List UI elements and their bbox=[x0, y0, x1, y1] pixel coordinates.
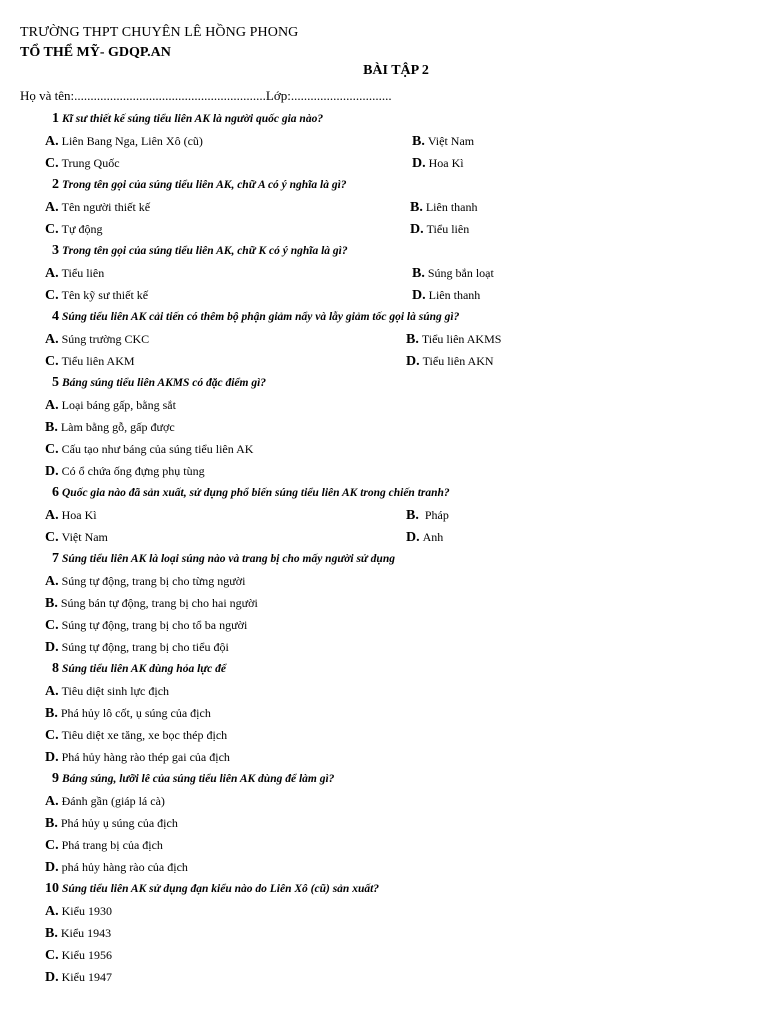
options-row bbox=[0, 614, 768, 636]
answer-option bbox=[412, 152, 464, 175]
option-text: Tiêu diệt xe tăng, xe bọc thép địch bbox=[61, 728, 228, 742]
question-3 bbox=[0, 240, 768, 262]
question-number: 8 bbox=[52, 661, 59, 676]
options-row bbox=[0, 152, 768, 174]
option-letter: D. bbox=[410, 222, 424, 237]
question-text: Trong tên gọi của súng tiểu liên AK, chữ K có ý nghĩa là gì? bbox=[62, 245, 348, 257]
option-letter: B. bbox=[45, 596, 58, 611]
options-row bbox=[0, 592, 768, 614]
answer-option bbox=[45, 328, 149, 351]
option-letter: B. bbox=[406, 332, 419, 347]
answer-option bbox=[45, 944, 112, 967]
option-letter: A. bbox=[45, 134, 59, 149]
answer-option bbox=[45, 922, 111, 945]
question-text: Súng tiểu liên AK là loại súng nào và trang bị cho mấy người sử dụng bbox=[62, 553, 395, 565]
options-row bbox=[0, 218, 768, 240]
option-letter: B. bbox=[45, 926, 58, 941]
option-text: Tiêu diệt sinh lực địch bbox=[61, 684, 170, 698]
option-text: Tiểu liên bbox=[426, 222, 470, 236]
question-7 bbox=[0, 548, 768, 570]
answer-option bbox=[412, 284, 480, 307]
question-6 bbox=[0, 482, 768, 504]
options-row bbox=[0, 130, 768, 152]
option-text: Phá hủy hàng rào thép gai của địch bbox=[61, 750, 230, 764]
option-text: Cấu tạo như báng của súng tiểu liên AK bbox=[61, 442, 254, 456]
option-letter: C. bbox=[45, 948, 59, 963]
question-text: Báng súng tiểu liên AKMS có đặc điểm gì? bbox=[62, 377, 267, 389]
options-row bbox=[0, 284, 768, 306]
answer-option bbox=[45, 680, 169, 703]
option-text: Phá trang bị của địch bbox=[61, 838, 163, 852]
options-row bbox=[0, 570, 768, 592]
school-name: TRƯỜNG THPT CHUYÊN LÊ HỒNG PHONG bbox=[20, 25, 299, 40]
answer-option bbox=[45, 614, 247, 637]
option-letter: B. bbox=[45, 420, 58, 435]
option-letter: B. bbox=[412, 266, 425, 281]
option-text: Kiểu 1930 bbox=[61, 904, 112, 918]
option-text: Anh bbox=[422, 530, 444, 544]
option-text: Liên thanh bbox=[425, 200, 478, 214]
option-letter: C. bbox=[45, 618, 59, 633]
option-text: Tiểu liên AKN bbox=[422, 354, 494, 368]
option-letter: C. bbox=[45, 728, 59, 743]
answer-option bbox=[45, 350, 135, 373]
question-text: Trong tên gọi của súng tiểu liên AK, chữ A có ý nghĩa là gì? bbox=[62, 179, 347, 191]
answer-option bbox=[45, 526, 108, 549]
options-row bbox=[0, 438, 768, 460]
answer-option bbox=[45, 900, 112, 923]
option-letter: B. bbox=[412, 134, 425, 149]
question-number: 6 bbox=[52, 485, 59, 500]
options-row bbox=[0, 856, 768, 878]
option-letter: C. bbox=[45, 354, 59, 369]
answer-option bbox=[45, 570, 245, 593]
option-text: Hoa Kì bbox=[61, 508, 97, 522]
answer-option bbox=[406, 504, 449, 527]
options-row bbox=[0, 196, 768, 218]
answer-option bbox=[45, 438, 253, 461]
options-row bbox=[0, 966, 768, 988]
option-text: Hoa Kì bbox=[428, 156, 464, 170]
options-row bbox=[0, 702, 768, 724]
option-letter: D. bbox=[406, 530, 420, 545]
option-text: Có ổ chứa ống đựng phụ tùng bbox=[61, 464, 205, 478]
options-row bbox=[0, 922, 768, 944]
option-letter: A. bbox=[45, 332, 59, 347]
options-row bbox=[0, 350, 768, 372]
options-row bbox=[0, 416, 768, 438]
answer-option bbox=[45, 702, 211, 725]
answer-option bbox=[410, 196, 478, 219]
option-letter: A. bbox=[45, 266, 59, 281]
option-letter: D. bbox=[45, 860, 59, 875]
option-text: Làm bằng gỗ, gấp được bbox=[60, 420, 175, 434]
answer-option bbox=[45, 504, 97, 527]
answer-option bbox=[45, 746, 230, 769]
question-2 bbox=[0, 174, 768, 196]
question-number: 3 bbox=[52, 243, 59, 258]
question-4 bbox=[0, 306, 768, 328]
option-text: Phá hủy lô cốt, ụ súng của địch bbox=[60, 706, 211, 720]
option-text: Tên kỹ sư thiết kế bbox=[61, 288, 149, 302]
answer-option bbox=[406, 328, 501, 351]
question-text: Súng tiểu liên AK sử dụng đạn kiểu nào do Liên Xô (cũ) sản xuất? bbox=[62, 883, 380, 895]
option-letter: B. bbox=[45, 706, 58, 721]
question-number: 9 bbox=[52, 771, 59, 786]
question-text: Quốc gia nào đã sản xuất, sử dụng phổ biến súng tiểu liên AK trong chiến tranh? bbox=[62, 487, 450, 499]
answer-option bbox=[45, 416, 175, 439]
option-letter: D. bbox=[412, 288, 426, 303]
answer-option bbox=[45, 724, 227, 747]
question-number: 2 bbox=[52, 177, 59, 192]
question-8 bbox=[0, 658, 768, 680]
answer-option bbox=[45, 152, 120, 175]
answer-option bbox=[45, 812, 178, 835]
option-text: Súng tự động, trang bị cho từng người bbox=[61, 574, 246, 588]
options-row bbox=[0, 724, 768, 746]
question-list bbox=[0, 108, 768, 988]
answer-option bbox=[45, 966, 112, 989]
option-text: Kiểu 1956 bbox=[61, 948, 112, 962]
answer-option bbox=[45, 262, 104, 285]
option-letter: D. bbox=[45, 970, 59, 985]
question-1 bbox=[0, 108, 768, 130]
option-text: Liên Bang Nga, Liên Xô (cũ) bbox=[61, 134, 203, 148]
answer-option bbox=[45, 592, 258, 615]
option-text: Súng bán tự động, trang bị cho hai người bbox=[60, 596, 258, 610]
question-number: 10 bbox=[45, 881, 59, 896]
question-text: Súng tiểu liên AK cải tiến có thêm bộ phận giảm nẩy và lẫy giảm tốc gọi là súng gì? bbox=[62, 311, 460, 323]
option-text: Súng trường CKC bbox=[61, 332, 150, 346]
option-text: Kiểu 1943 bbox=[60, 926, 112, 940]
option-letter: A. bbox=[45, 904, 59, 919]
answer-option bbox=[406, 526, 443, 549]
option-letter: D. bbox=[45, 464, 59, 479]
option-letter: A. bbox=[45, 508, 59, 523]
option-letter: A. bbox=[45, 684, 59, 699]
options-row bbox=[0, 900, 768, 922]
option-text: Tiểu liên bbox=[61, 266, 105, 280]
options-row bbox=[0, 746, 768, 768]
option-letter: C. bbox=[45, 530, 59, 545]
option-text: Súng bắn loạt bbox=[427, 266, 494, 280]
options-row bbox=[0, 944, 768, 966]
option-letter: C. bbox=[45, 156, 59, 171]
option-text: Đánh gần (giáp lá cà) bbox=[61, 794, 165, 808]
question-10 bbox=[0, 878, 768, 900]
options-row bbox=[0, 460, 768, 482]
option-text: phá hủy hàng rào của địch bbox=[61, 860, 188, 874]
option-text: Tiểu liên AKMS bbox=[421, 332, 502, 346]
option-letter: C. bbox=[45, 838, 59, 853]
options-row bbox=[0, 262, 768, 284]
option-letter: B. bbox=[45, 816, 58, 831]
option-letter: C. bbox=[45, 222, 59, 237]
question-text: Kĩ sư thiết kế súng tiểu liên AK là người quốc gia nào? bbox=[62, 113, 324, 125]
answer-option bbox=[45, 196, 150, 219]
option-text: Tiểu liên AKM bbox=[61, 354, 135, 368]
answer-option bbox=[45, 284, 148, 307]
option-text: Súng tự động, trang bị cho tiểu đội bbox=[61, 640, 229, 654]
option-letter: B. bbox=[406, 508, 419, 523]
option-letter: A. bbox=[45, 794, 59, 809]
option-letter: B. bbox=[410, 200, 423, 215]
question-text: Báng súng, lưỡi lê của súng tiểu liên AK dùng để làm gì? bbox=[62, 773, 335, 785]
answer-option bbox=[45, 834, 163, 857]
option-text: Loại báng gấp, bằng sắt bbox=[61, 398, 176, 412]
options-row bbox=[0, 636, 768, 658]
answer-option bbox=[45, 394, 176, 417]
answer-option bbox=[412, 130, 474, 153]
answer-option bbox=[45, 460, 205, 483]
option-text: Trung Quốc bbox=[61, 156, 120, 170]
options-row bbox=[0, 834, 768, 856]
answer-option bbox=[45, 636, 229, 659]
options-row bbox=[0, 504, 768, 526]
option-text: Phá hủy ụ súng của địch bbox=[60, 816, 178, 830]
answer-option bbox=[412, 262, 494, 285]
option-letter: D. bbox=[45, 750, 59, 765]
option-text: Việt Nam bbox=[61, 530, 108, 544]
option-letter: A. bbox=[45, 574, 59, 589]
question-text: Súng tiểu liên AK dùng hỏa lực để bbox=[62, 663, 226, 675]
question-number: 4 bbox=[52, 309, 59, 324]
student-info-line: Họ và tên:...........................................................Lớp:............................... bbox=[20, 88, 392, 103]
option-text: Súng tự động, trang bị cho tổ ba người bbox=[61, 618, 248, 632]
option-letter: C. bbox=[45, 442, 59, 457]
option-letter: C. bbox=[45, 288, 59, 303]
options-row bbox=[0, 790, 768, 812]
option-text: Tự động bbox=[61, 222, 103, 236]
option-letter: D. bbox=[412, 156, 426, 171]
answer-option bbox=[45, 218, 102, 241]
option-letter: D. bbox=[406, 354, 420, 369]
answer-option bbox=[410, 218, 469, 241]
option-letter: A. bbox=[45, 200, 59, 215]
option-letter: D. bbox=[45, 640, 59, 655]
question-number: 5 bbox=[52, 375, 59, 390]
answer-option bbox=[45, 130, 203, 153]
options-row bbox=[0, 394, 768, 416]
options-row bbox=[0, 526, 768, 548]
question-5 bbox=[0, 372, 768, 394]
page-title: BÀI TẬP 2 bbox=[363, 63, 429, 78]
answer-option bbox=[45, 856, 188, 879]
option-text: Việt Nam bbox=[427, 134, 475, 148]
question-9 bbox=[0, 768, 768, 790]
question-number: 7 bbox=[52, 551, 59, 566]
options-row bbox=[0, 812, 768, 834]
option-text: Tên người thiết kế bbox=[61, 200, 151, 214]
question-number: 1 bbox=[52, 111, 59, 126]
option-text: Pháp bbox=[421, 508, 449, 522]
option-text: Liên thanh bbox=[428, 288, 481, 302]
answer-option bbox=[406, 350, 494, 373]
options-row bbox=[0, 328, 768, 350]
option-letter: A. bbox=[45, 398, 59, 413]
answer-option bbox=[45, 790, 165, 813]
option-text: Kiểu 1947 bbox=[61, 970, 112, 984]
options-row bbox=[0, 680, 768, 702]
department-name: TỔ THỂ MỸ- GDQP.AN bbox=[20, 45, 171, 60]
